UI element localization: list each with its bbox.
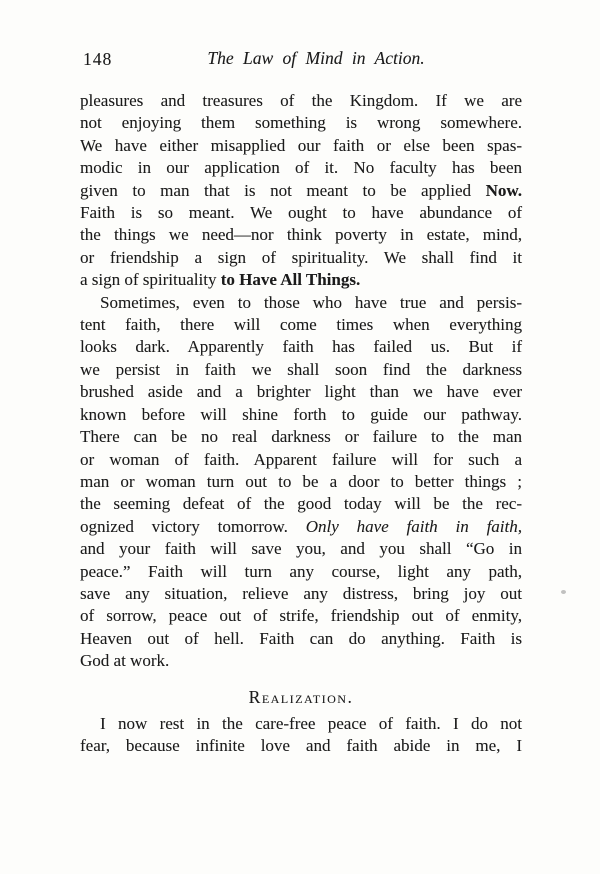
body-text: We have either misapplied our faith or else been spas- — [80, 135, 522, 155]
text-line — [80, 583, 522, 605]
italic-text: Only have faith in faith, — [305, 516, 522, 536]
running-title: The Law of Mind in Action. — [207, 48, 425, 68]
body-text: not enjoying them something is wrong somewhere. — [80, 113, 522, 133]
text-line — [80, 404, 522, 426]
body-text: modic in our application of it. No faculty has been — [80, 158, 522, 178]
text-line — [80, 135, 522, 157]
paragraph — [80, 90, 522, 292]
body-text: tent faith, there will come times when everything — [80, 315, 522, 335]
body-text: brushed aside and a brighter light than we have ever — [80, 382, 522, 402]
page-number: 148 — [83, 49, 113, 69]
body-text: the seeming defeat of the good today will be the rec- — [80, 494, 522, 514]
text-line — [80, 713, 522, 735]
text-line — [80, 157, 522, 179]
text-line — [80, 426, 522, 448]
text-line — [80, 381, 522, 403]
text-line — [80, 112, 522, 134]
page-header — [80, 48, 522, 72]
paragraph — [80, 292, 522, 673]
text-line — [80, 516, 522, 538]
section-heading: Realization. — [248, 686, 354, 707]
text-line — [80, 493, 522, 515]
body-text: and your faith will save you, and you shall “Go in — [80, 539, 522, 559]
text-line — [80, 561, 522, 583]
text-line — [80, 314, 522, 336]
body-text: the things we need—nor think poverty in estate, mind, — [80, 225, 522, 245]
text-line — [80, 292, 522, 314]
body-text: ognized victory tomorrow. — [80, 516, 306, 536]
body-text: pleasures and treasures of the Kingdom. If we are — [80, 91, 522, 110]
body-text: we persist in faith we shall soon find the darkness — [80, 359, 522, 379]
body-text: Sometimes, even to those who have true and persis- — [100, 292, 522, 312]
body-text: a sign of spirituality — [80, 270, 221, 290]
body-text: of sorrow, peace out of strife, friendship out of enmity, — [80, 606, 522, 626]
text-line — [80, 449, 522, 471]
body-text: fear, because infinite love and faith abide in me, I — [80, 736, 522, 756]
text-line — [80, 269, 522, 291]
body-text: I now rest in the care-free peace of faith. I do not — [100, 713, 522, 733]
text-line — [80, 359, 522, 381]
body-text: man or woman turn out to be a door to better things ; — [80, 471, 522, 491]
body-text: save any situation, relieve any distress, bring joy out — [80, 583, 522, 603]
body-text: given to man that is not meant to be applied — [80, 180, 486, 200]
text-line — [80, 735, 522, 757]
text-line — [80, 180, 522, 202]
body-text: There can be no real darkness or failure to the man — [80, 427, 522, 447]
text-line — [80, 224, 522, 246]
page-body — [80, 90, 522, 758]
body-text: or woman of faith. Apparent failure will for such a — [80, 449, 522, 469]
body-text: Heaven out of hell. Faith can do anything. Faith is — [80, 628, 522, 648]
text-line — [80, 202, 522, 224]
bold-text: Now. — [485, 180, 522, 200]
body-text: God at work. — [80, 651, 170, 671]
body-text: peace.” Faith will turn any course, light any path, — [80, 561, 522, 581]
paragraph — [80, 713, 522, 758]
text-line — [80, 538, 522, 560]
text-line — [80, 605, 522, 627]
body-text: or friendship a sign of spirituality. We shall find it — [80, 247, 522, 267]
body-text: known before will shine forth to guide our pathway. — [80, 404, 522, 424]
text-line — [80, 247, 522, 269]
text-line — [80, 628, 522, 650]
text-line — [80, 650, 522, 672]
text-line — [80, 336, 522, 358]
text-line — [80, 90, 522, 112]
text-line — [80, 471, 522, 493]
bold-text: to Have All Things. — [220, 270, 361, 290]
scan-speck-artifact — [561, 590, 566, 594]
body-text: looks dark. Apparently faith has failed us. But if — [80, 337, 522, 357]
body-text: Faith is so meant. We ought to have abundance of — [80, 203, 522, 223]
